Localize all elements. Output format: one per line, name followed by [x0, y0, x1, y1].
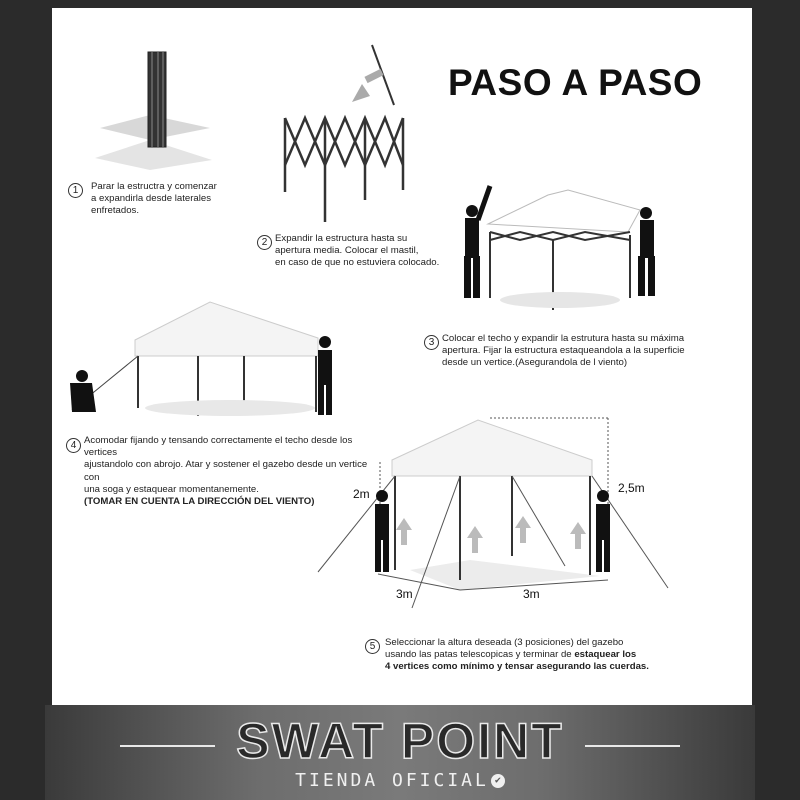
width-right-label: 3m — [523, 587, 540, 601]
step1-folded-frame — [95, 52, 212, 170]
step-1-text: Parar la estructra y comenzar a expandirla desde laterales enfretados. — [91, 181, 217, 217]
step-number-5: 5 — [365, 639, 380, 654]
step-5-text: Seleccionar la altura deseada (3 posiciones) del gazebo usando las patas telescopicas y terminar de estaquear los 4 vertices como mínimo y tensar asegurando las cuerdas. — [385, 637, 649, 673]
step-4-text: Acomodar fijando y tensando correctamente el techo desde los vertices ajustandolo con abrojo. Atar y sostener el gazebo desde un vertice con una soga y estaquear momentanemente. (TOMAR EN CUENTA LA DIRECCIÓN DEL VIENTO) — [84, 435, 368, 508]
step-number-2: 2 — [257, 235, 272, 250]
step-number-3: 3 — [424, 335, 439, 350]
check-badge-icon: ✔ — [491, 774, 505, 788]
step-3-text: Colocar el techo y expandir la estrutura hasta su máxima apertura. Fijar la estructura estaqueandola a la superficie desde un vertice.(Asegurandola de l viento) — [442, 333, 685, 369]
height-high-label: 2,5m — [618, 481, 645, 495]
step-2-text: Expandir la estructura hasta su apertura media. Colocar el mastil, en caso de que no estuviera colocado. — [275, 233, 440, 269]
step3-raising-canopy — [464, 186, 655, 310]
step2-half-frame — [285, 45, 403, 222]
page-title: PASO A PASO — [448, 62, 703, 103]
brand-tagline: TIENDA OFICIAL ✔ — [0, 770, 800, 791]
step4-tied-canopy — [70, 302, 332, 416]
brand-logo: SWAT POINT — [236, 713, 564, 769]
height-low-label: 2m — [353, 487, 370, 501]
step-number-1: 1 — [68, 183, 83, 198]
step-number-4: 4 — [66, 438, 81, 453]
width-left-label: 3m — [396, 587, 413, 601]
